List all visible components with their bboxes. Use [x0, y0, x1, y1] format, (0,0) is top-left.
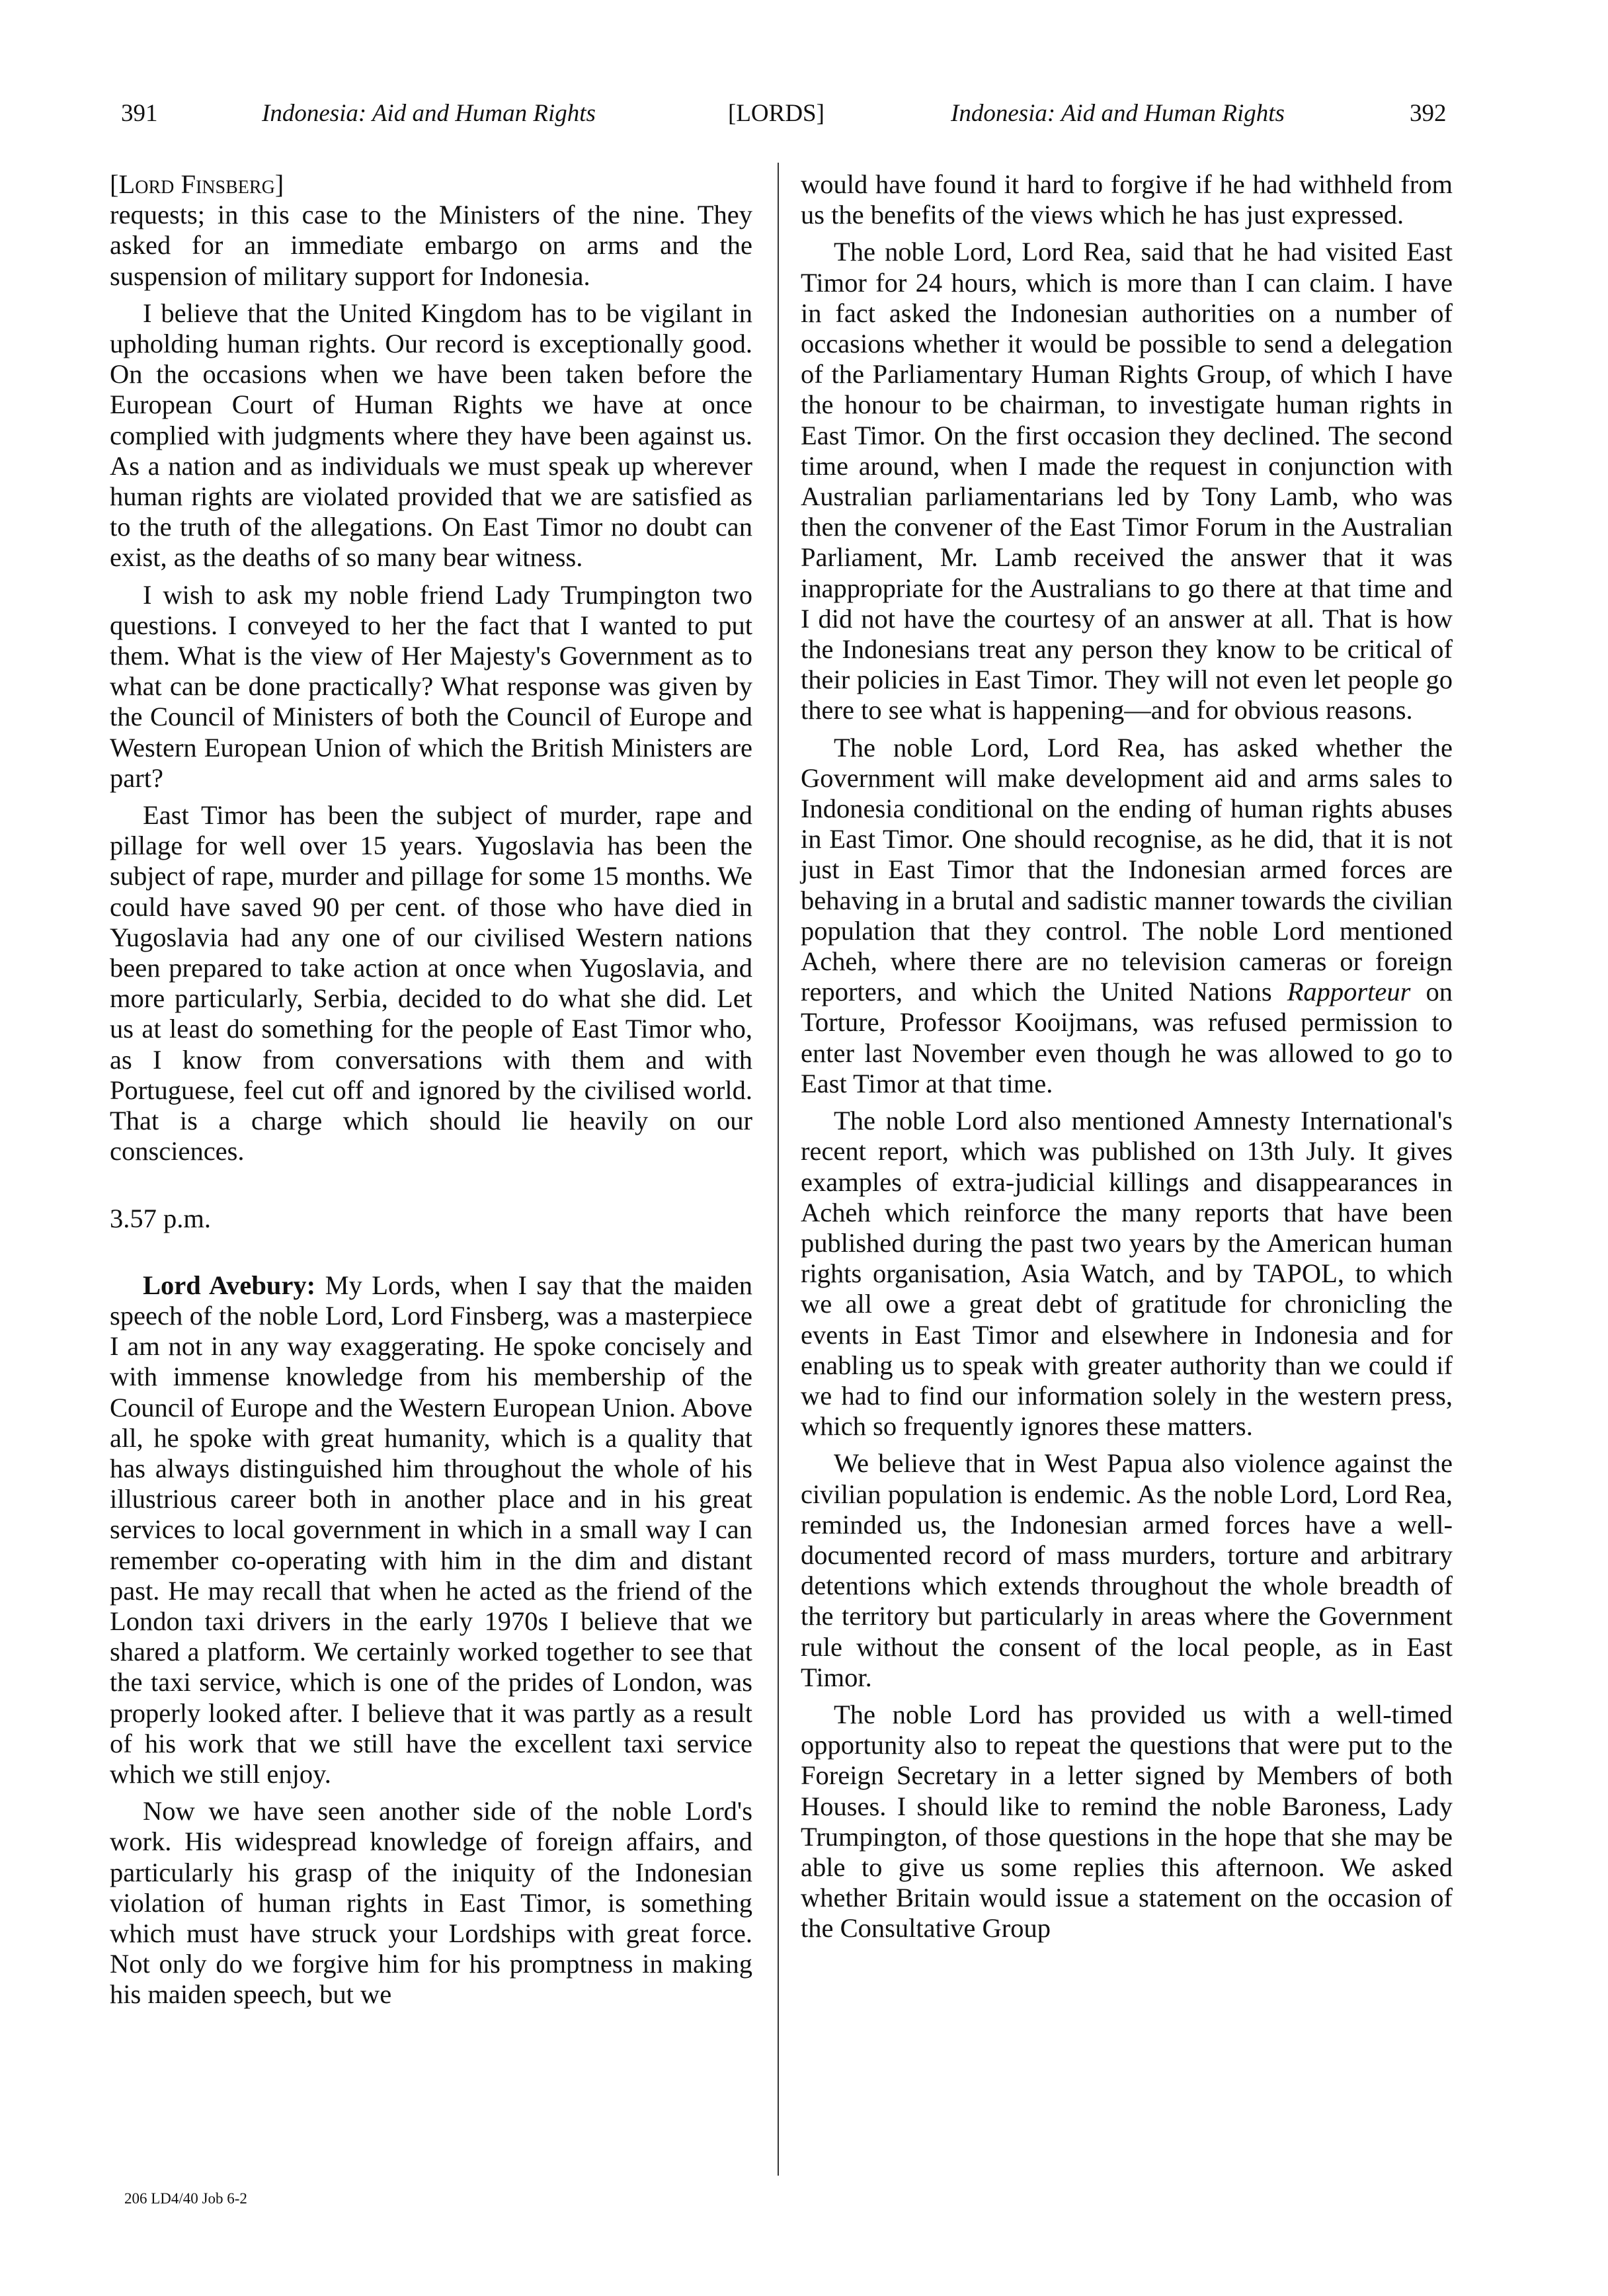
column-divider: [778, 163, 779, 2176]
text-run: on Torture, Professor Kooijmans, was refused permission to enter last November even though he was allowed to go to East Timor at that time.: [801, 977, 1453, 1098]
house-label: [LORDS]: [728, 100, 824, 127]
paragraph: We believe that in West Papua also violence against the civilian population is endemic. As the noble Lord, Lord Rea, reminded us, the Indonesian armed forces have a well-documented record of mass murders, torture and arbitrary detentions which extends throughout the whole breadth of the territory but particularly in areas where the Government rule without the consent of the local people, as in East Timor.: [801, 1448, 1453, 1692]
paragraph: I believe that the United Kingdom has to be vigilant in upholding human rights. Our record is exceptionally good. On the occasions when we have been taken before the European Court of Human Rights we have at once complied with judgments where they have been against us. As a nation and as individuals we must speak up wherever human rights are violated provided that we are satisfied as to the truth of the allegations. On East Timor no doubt can exist, as the deaths of so many bear witness.: [110, 298, 752, 573]
speech-opening-text: My Lords, when I say that the maiden speech of the noble Lord, Lord Finsberg, was a masterpiece I am not in any way exaggerating. He spoke concisely and with immense knowledge from his membership of the Council of Europe and the Western European Union. Above all, he spoke with great humanity, which is a quality that has always distinguished him throughout the whole of his illustrious career both in another place and in his great services to local government in which in a small way I can remember co-operating with him in the dim and distant past. He may recall that when he acted as the friend of the London taxi drivers in the early 1970s I believe that we shared a platform. We certainly worked together to see that the taxi service, which is one of the prides of London, was properly looked after. I believe that it was partly as a result of his work that we still have the excellent taxi service which we still enjoy.: [110, 1270, 753, 1789]
running-title-right-text: Indonesia: Aid and Human Rights: [951, 100, 1285, 127]
speech-opening: [110, 1270, 752, 1789]
italic-term: Rapporteur: [1287, 977, 1411, 1007]
paragraph: [801, 733, 1453, 1099]
running-title-right: [951, 99, 1285, 128]
page-number-right: 392: [1410, 100, 1447, 127]
page-number-left: 391: [121, 100, 158, 127]
running-title-left: [262, 99, 596, 128]
speaker-tag: [Lord Finsberg]: [110, 169, 284, 199]
right-column: [801, 169, 1453, 1944]
text-run: The noble Lord, Lord Rea, has asked whether the Government will make development aid and arms sales to Indonesia conditional on the ending of human rights abuses in East Timor. One should recognise, as he did, that it is not just in East Timor that the Indonesian armed forces are behaving in a brutal and sadistic manner towards the civilian population that they control. The noble Lord mentioned Acheh, where there are no television cameras or foreign reporters, and which the United Nations: [801, 732, 1453, 1007]
running-title-left-text: Indonesia: Aid and Human Rights: [262, 100, 596, 127]
paragraph: East Timor has been the subject of murder, rape and pillage for well over 15 years. Yugoslavia has been the subject of rape, murder and pillage for some 15 months. We could have saved 90 per cent. of those who have died in Yugoslavia had any one of our civilised Western nations been prepared to take action at once when Yugoslavia, and more particularly, Serbia, decided to do what she did. Let us at least do something for the people of East Timor who, as I know from conversations with them and with Portuguese, feel cut off and ignored by the civilised world. That is a charge which should lie heavily on our consciences.: [110, 800, 752, 1167]
left-column: [110, 169, 752, 2010]
time-stamp: 3.57 p.m.: [110, 1203, 212, 1233]
speaker-name: Lord Avebury:: [143, 1270, 316, 1300]
paragraph: Now we have seen another side of the noble Lord's work. His widespread knowledge of foreign affairs, and particularly his grasp of the iniquity of the Indonesian violation of human rights in East Timor, is something which must have struck your Lordships with great force. Not only do we forgive him for his promptness in making his maiden speech, but we: [110, 1796, 752, 2010]
paragraph: The noble Lord, Lord Rea, said that he had visited East Timor for 24 hours, which is more than I can claim. I have in fact asked the Indonesian authorities on a number of occasions whether it would be possible to send a delegation of the Parliamentary Human Rights Group, of which I have the honour to be chairman, to investigate human rights in East Timor. On the first occasion they declined. The second time around, when I made the request in conjunction with Australian parliamentarians led by Tony Lamb, who was then the convener of the East Timor Forum in the Australian Parliament, Mr. Lamb received the answer that it was inappropriate for the Australians to go there at that time and I did not have the courtesy of an answer at all. That is how the Indonesians treat any person they know to be critical of their policies in East Timor. They will not even let people go there to see what is happening—and for obvious reasons.: [801, 237, 1453, 725]
paragraph: would have found it hard to forgive if he had withheld from us the benefits of the views which he has just expressed.: [801, 169, 1453, 230]
paragraph: requests; in this case to the Ministers of the nine. They asked for an immediate embargo on arms and the suspension of military support for Indonesia.: [110, 200, 752, 291]
paragraph: I wish to ask my noble friend Lady Trumpington two questions. I conveyed to her the fact that I wanted to put them. What is the view of Her Majesty's Government as to what can be done practically? What response was given by the Council of Ministers of both the Council of Europe and Western European Union of which the British Ministers are part?: [110, 579, 752, 793]
print-job-footer: 206 LD4/40 Job 6-2: [124, 2190, 247, 2207]
paragraph: The noble Lord has provided us with a well-timed opportunity also to repeat the questions that were put to the Foreign Secretary in a letter signed by Members of both Houses. I should like to remind the noble Baroness, Lady Trumpington, of those questions in the hope that she may be able to give us some replies this afternoon. We asked whether Britain would issue a statement on the occasion of the Consultative Group: [801, 1699, 1453, 1944]
paragraph: The noble Lord also mentioned Amnesty International's recent report, which was published on 13th July. It gives examples of extra-judicial killings and disappearances in Acheh which reinforce the many reports that have been published during the past two years by the American human rights organisation, Asia Watch, and by TAPOL, to which we all owe a great debt of gratitude for chronicling the events in East Timor and elsewhere in Indonesia and for enabling us to speak with greater authority than we could if we had to find our information solely in the western press, which so frequently ignores these matters.: [801, 1106, 1453, 1442]
